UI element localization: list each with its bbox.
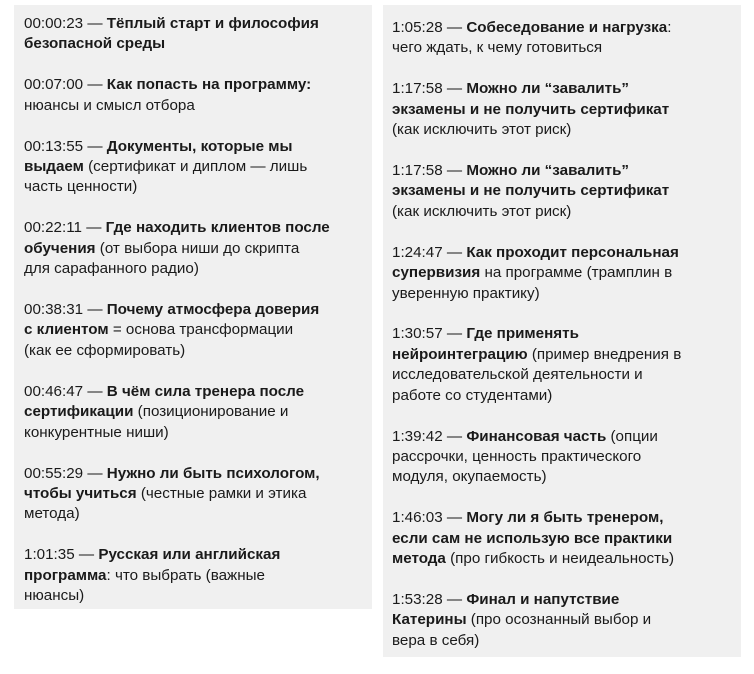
entry-text: 1:17:58 — <box>392 162 467 180</box>
entry-text: модуля, окупаемость) <box>392 468 547 486</box>
entry-line <box>392 467 741 487</box>
entry-line <box>24 218 372 238</box>
entry-text: 1:30:57 — <box>392 325 467 343</box>
entry-line <box>24 402 372 422</box>
topic-title: безопасной среды <box>24 35 166 53</box>
entry-line <box>392 79 741 99</box>
entry-line <box>392 324 741 344</box>
entry-line <box>392 100 741 120</box>
timestamp-entry <box>24 382 372 443</box>
entry-text: 00:38:31 — <box>24 301 107 319</box>
entry-text: 1:17:58 — <box>392 80 467 98</box>
timestamp-entry <box>24 545 372 606</box>
entry-text: нюансы) <box>24 587 85 605</box>
entry-line <box>24 300 372 320</box>
topic-title: Собеседование и нагрузка <box>466 19 668 36</box>
entry-line <box>24 484 372 504</box>
topic-title: выдаем <box>24 158 84 176</box>
timestamp-entry <box>392 161 741 222</box>
timestamps-panel-right <box>383 5 741 657</box>
entry-line <box>392 427 741 447</box>
topic-title: если сам не использую все практики <box>392 529 673 547</box>
topic-title: супервизия <box>392 264 481 282</box>
timestamp-entry <box>392 508 741 569</box>
entry-line <box>24 75 372 95</box>
entry-text: 00:07:00 — <box>24 76 107 94</box>
entry-line <box>392 202 741 222</box>
entry-line <box>392 243 741 263</box>
entry-line <box>392 181 741 201</box>
topic-title: сертификации <box>24 403 134 421</box>
entry-line <box>392 386 741 406</box>
topic-title: Где находить клиентов после <box>105 219 330 237</box>
topic-title: Можно ли “завалить” <box>466 80 630 98</box>
timestamp-entry <box>392 324 741 406</box>
entry-line <box>24 586 372 606</box>
entry-text: (опции <box>606 427 658 445</box>
entry-line <box>24 566 372 586</box>
entry-text: (сертификат и диплом — лишь <box>83 158 308 176</box>
topic-title: Русская или английская <box>98 546 281 564</box>
topic-title: Как проходит персональная <box>466 243 679 261</box>
entry-line <box>24 382 372 402</box>
topic-title: Нужно ли быть психологом, <box>106 464 320 482</box>
entry-line <box>392 18 741 38</box>
entry-line <box>392 284 741 304</box>
entry-line <box>392 631 741 651</box>
entry-line <box>392 549 741 569</box>
entry-text: (как ее сформировать) <box>24 341 186 359</box>
topic-title: Документы, которые мы <box>106 137 293 155</box>
entry-text: (позиционирование и <box>133 403 289 421</box>
entry-text: 1:05:28 — <box>392 19 467 36</box>
topic-title: Почему атмосфера доверия <box>106 301 320 319</box>
entry-line <box>392 447 741 467</box>
entry-line <box>24 504 372 524</box>
entry-line <box>24 96 372 116</box>
entry-text: конкурентные ниши) <box>24 423 169 441</box>
entry-text: работе со студентами) <box>392 386 553 404</box>
entry-text: 1:39:42 — <box>392 427 467 445</box>
entry-text: 1:24:47 — <box>392 243 467 261</box>
entry-line <box>24 320 372 340</box>
entry-text: (честные рамки и этика <box>136 484 307 502</box>
topic-title: программа <box>24 566 107 584</box>
entry-text: : <box>667 19 672 36</box>
entry-text: 00:55:29 — <box>24 464 107 482</box>
entry-text: уверенную практику) <box>392 284 540 302</box>
entry-text: 1:01:35 — <box>24 546 99 564</box>
timestamp-entry <box>24 218 372 279</box>
entry-text: (как исключить этот риск) <box>392 202 572 220</box>
entry-line <box>392 590 741 610</box>
topic-title: Финал и напутствие <box>466 591 620 609</box>
topic-title: экзамены и не получить сертификат <box>392 100 670 118</box>
entry-text: (как исключить этот риск) <box>392 121 572 139</box>
entry-text: часть ценности) <box>24 178 138 196</box>
entry-text: (пример внедрения в <box>527 345 682 363</box>
entry-line <box>24 137 372 157</box>
entry-line <box>24 157 372 177</box>
entry-line <box>392 610 741 630</box>
entry-line <box>392 120 741 140</box>
entry-line <box>24 14 372 34</box>
entry-text: 1:46:03 — <box>392 509 467 527</box>
timestamps-panel-left <box>14 5 372 609</box>
timestamp-entry <box>392 243 741 304</box>
entry-text: 00:22:11 — <box>24 219 106 237</box>
topic-title: Можно ли “завалить” <box>466 162 630 180</box>
entry-text: : что выбрать (важные <box>106 566 265 584</box>
timestamp-entry <box>392 427 741 488</box>
topic-title: Где применять <box>466 325 579 343</box>
entry-text: исследовательской деятельности и <box>392 366 643 384</box>
entry-text: нюансы и смысл отбора <box>24 96 195 114</box>
entry-line <box>24 341 372 361</box>
topic-title: Могу ли я быть тренером, <box>466 509 664 527</box>
entry-line <box>392 38 741 58</box>
entry-line <box>392 529 741 549</box>
timestamp-entry <box>24 75 372 116</box>
entry-text: 1:53:28 — <box>392 591 467 609</box>
topic-title: Как попасть на программу: <box>106 76 312 94</box>
topic-title: нейроинтеграцию <box>392 345 528 363</box>
entry-text: = основа трансформации <box>108 321 294 339</box>
entry-line <box>24 259 372 279</box>
entry-line <box>392 508 741 528</box>
entry-line <box>24 177 372 197</box>
entry-text: на программе (трамплин в <box>480 264 673 282</box>
topic-title: В чём сила тренера после <box>106 382 305 400</box>
topic-title: обучения <box>24 239 96 257</box>
entry-line <box>392 365 741 385</box>
entry-text: (про осознанный выбор и <box>466 611 652 629</box>
timestamp-entry <box>392 79 741 140</box>
entry-line <box>392 263 741 283</box>
timestamp-entry <box>24 137 372 198</box>
entry-line <box>392 161 741 181</box>
entry-line <box>392 345 741 365</box>
topic-title: Тёплый старт и философия <box>106 15 319 32</box>
entry-line <box>24 34 372 54</box>
entry-text: рассрочки, ценность практического <box>392 448 642 465</box>
entry-line <box>24 239 372 259</box>
entry-line <box>24 464 372 484</box>
timestamp-entry <box>392 590 741 651</box>
timestamp-entry <box>24 464 372 525</box>
topic-title: Катерины <box>392 611 467 629</box>
entry-text: 00:13:55 — <box>24 137 107 155</box>
entry-text: (от выбора ниши до скрипта <box>95 239 300 257</box>
timestamp-entry <box>392 18 741 59</box>
entry-text: метода) <box>24 505 80 523</box>
topic-title: метода <box>392 550 446 568</box>
entry-text: для сарафанного радио) <box>24 260 199 278</box>
topic-title: экзамены и не получить сертификат <box>392 182 670 200</box>
timestamp-entry <box>24 300 372 361</box>
topic-title: с клиентом <box>24 321 109 339</box>
entry-text: 00:46:47 — <box>24 382 107 400</box>
entry-text: 00:00:23 — <box>24 15 107 32</box>
entry-text: (про гибкость и неидеальность) <box>445 550 675 568</box>
entry-text: вера в себя) <box>392 631 480 649</box>
entry-line <box>24 545 372 565</box>
entry-text: чего ждать, к чему готовиться <box>392 39 603 57</box>
topic-title: Финансовая часть <box>466 427 607 445</box>
entry-line <box>24 423 372 443</box>
topic-title: чтобы учиться <box>24 484 137 502</box>
timestamp-entry <box>24 14 372 55</box>
